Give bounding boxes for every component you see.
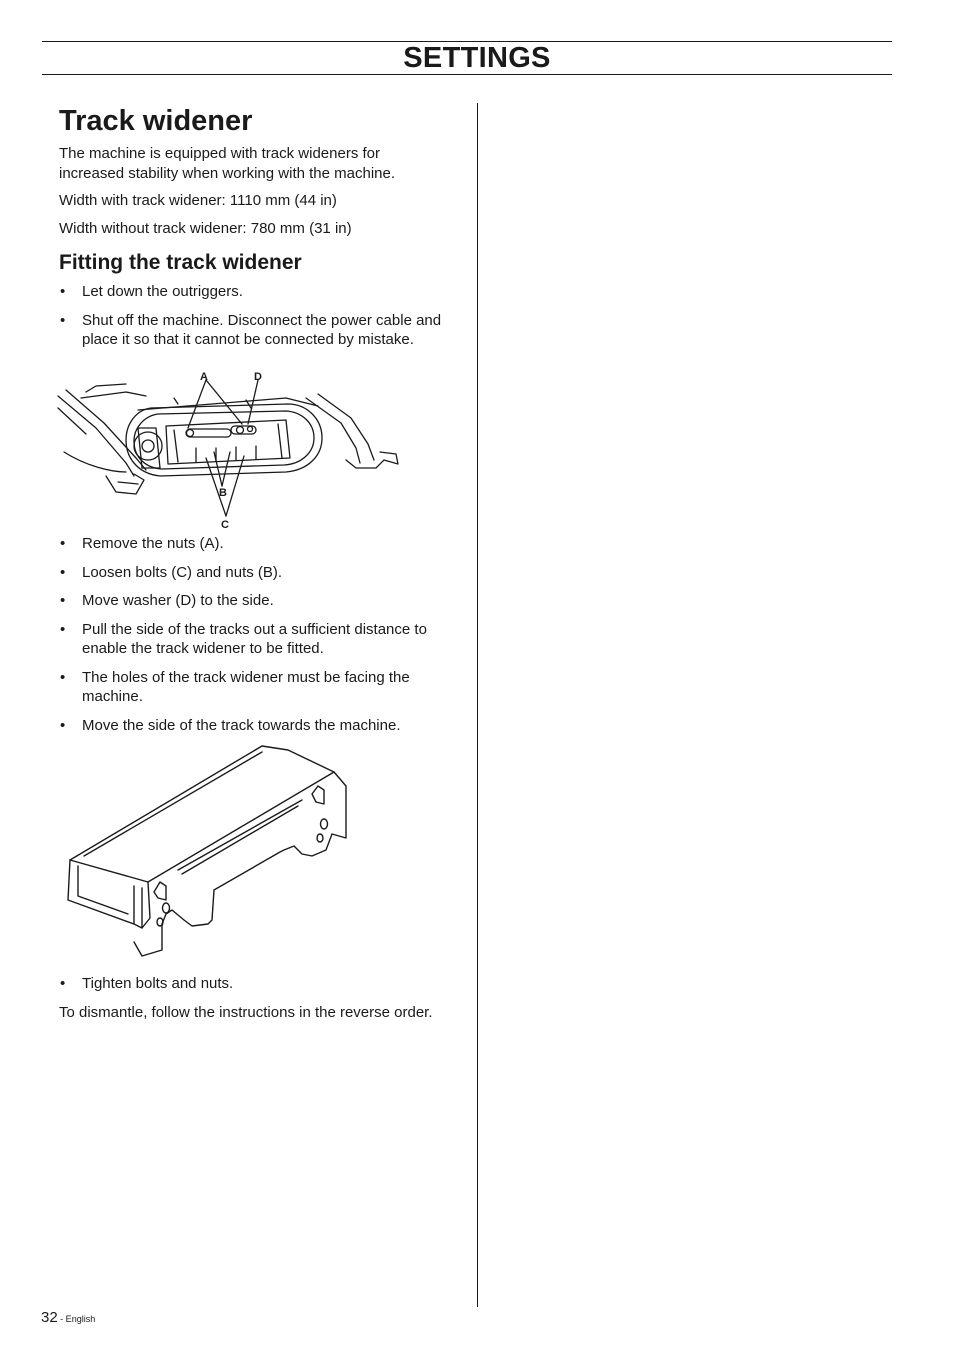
page-number: 32 [41,1309,58,1326]
width-with-paragraph: Width with track widener: 1110 mm (44 in) [59,192,337,209]
track-assembly-figure [56,368,406,533]
list-item: • Remove the nuts (A). [60,535,224,552]
footer-language: - English [57,1314,96,1324]
steps-block-3 [59,974,449,1022]
figure-label-a: A [200,371,208,383]
figure-label-c: C [221,519,229,531]
list-item: • Pull the side of the tracks out a sufficient distance to enable the track widener to be fitted. [60,620,427,657]
page-footer [41,1309,95,1328]
intro-paragraph: The machine is equipped with track wideners for increased stability when working with the machine. [59,145,395,182]
steps-block-2 [59,534,449,735]
figure-label-d: D [254,371,262,383]
list-item: • Loosen bolts (C) and nuts (B). [60,563,283,581]
steps-list-2 [59,534,449,735]
figure-label-b: B [219,487,227,499]
header-rule-bottom [42,74,892,75]
closing-paragraph: To dismantle, follow the instructions in the reverse order. [59,1003,433,1021]
width-without-paragraph: Width without track widener: 780 mm (31 in) [59,219,352,237]
list-item: • The holes of the track widener must be facing the machine. [60,668,410,705]
steps-list-3 [59,974,449,994]
page-title: Track widener [59,105,253,137]
column-divider [477,103,478,1307]
left-column [59,103,449,350]
track-widener-figure [62,742,352,957]
list-item: • Shut off the machine. Disconnect the power cable and place it so that it cannot be connected by mistake. [60,311,442,348]
steps-list-1 [59,282,449,350]
subtitle: Fitting the track widener [59,251,302,274]
list-item: • Move washer (D) to the side. [60,592,274,609]
list-item: • Move the side of the track towards the machine. [60,716,401,734]
section-title: SETTINGS [403,42,551,74]
list-item: • Tighten bolts and nuts. [60,975,234,992]
list-item: • Let down the outriggers. [60,283,243,300]
